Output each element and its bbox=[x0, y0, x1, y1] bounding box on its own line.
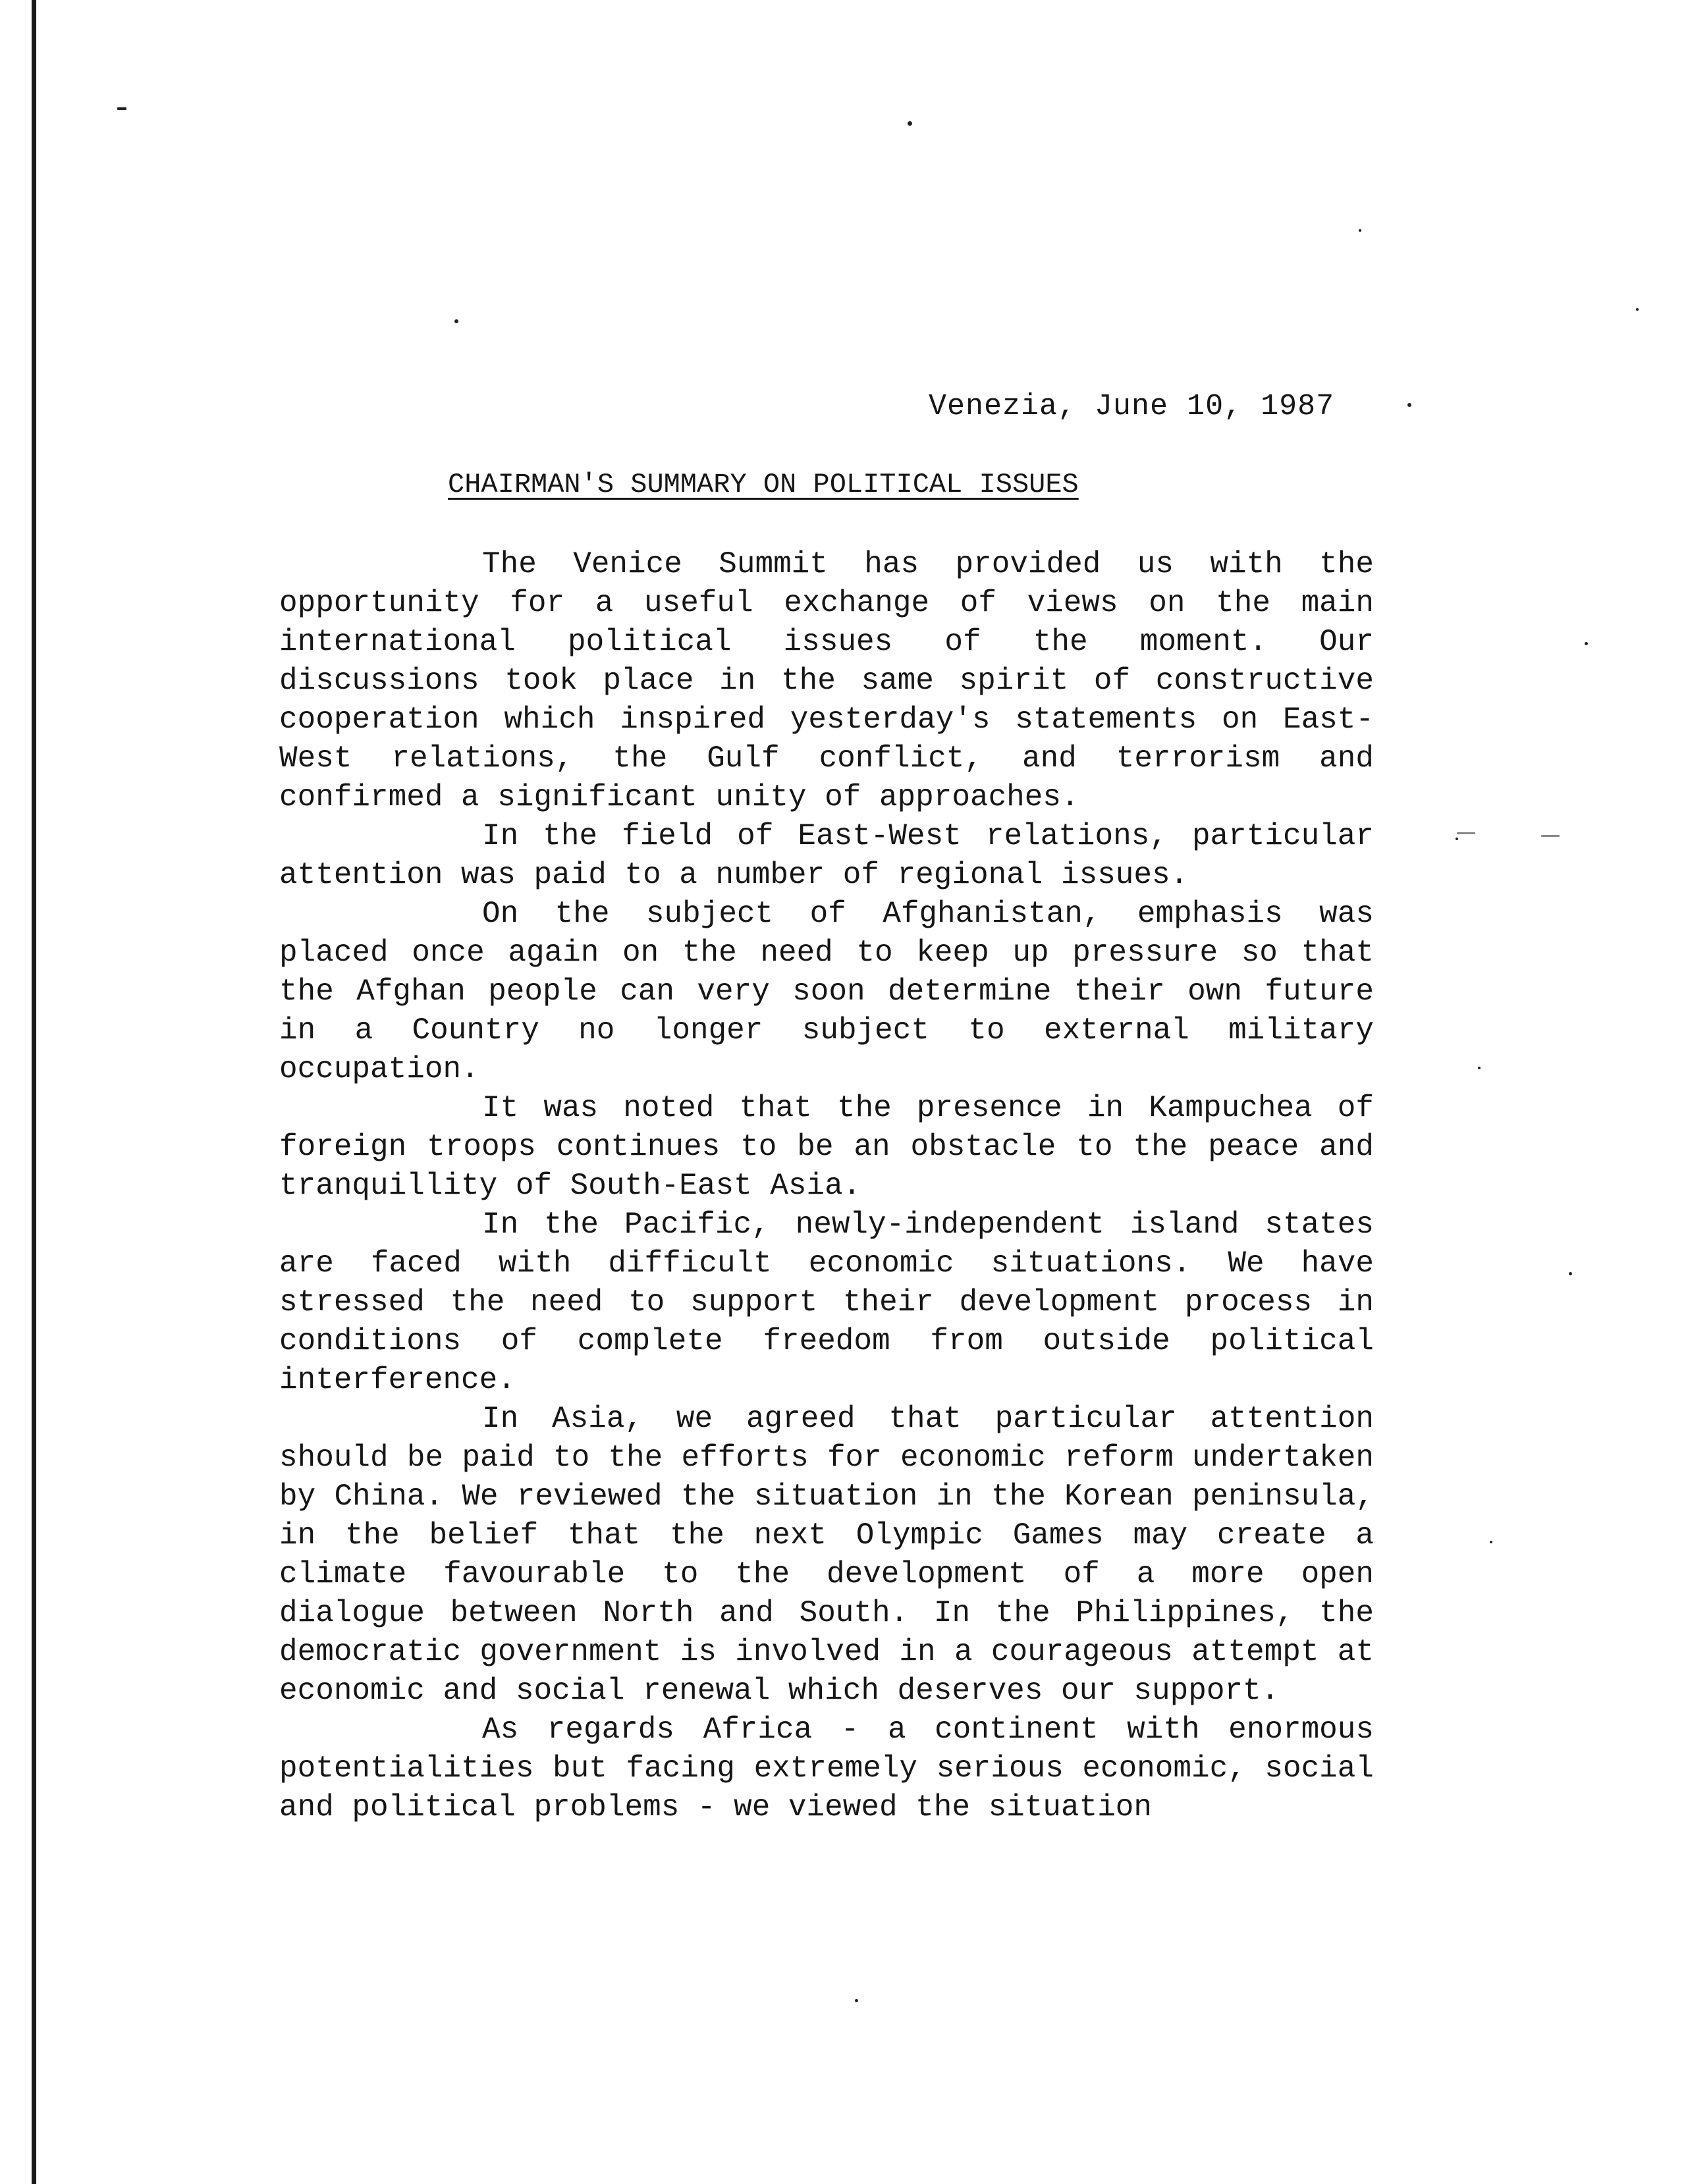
paragraph-afghanistan: On the subject of Afghanistan, emphasis was placed once again on the need to keep up pressure so that the Afghan people can very soon determine their own future in a Country no longer subject to external military occupation. bbox=[279, 897, 1374, 1086]
scan-speck bbox=[1636, 308, 1639, 311]
paragraph-intro: The Venice Summit has provided us with the opportunity for a useful exchange of views on the main international political issues of the moment. Our discussions took place in the same spirit of constructive cooperation which inspired yesterday's statements on East-West relations, the Gulf conflict, and terrorism and confirmed a significant unity of approaches. bbox=[279, 547, 1374, 814]
scan-speck bbox=[1478, 1067, 1481, 1069]
document-body bbox=[279, 545, 1374, 1827]
scan-speck bbox=[1359, 229, 1361, 232]
scan-speck bbox=[1569, 1272, 1572, 1275]
paragraph-east-west: In the field of East-West relations, particular attention was paid to a number of regional issues. bbox=[279, 819, 1374, 892]
date-line: Venezia, June 10, 1987 bbox=[929, 390, 1335, 423]
document-title: CHAIRMAN'S SUMMARY ON POLITICAL ISSUES bbox=[448, 469, 1079, 500]
scan-speck bbox=[1407, 403, 1411, 407]
scan-speck bbox=[855, 1999, 858, 2002]
scan-speck bbox=[1456, 838, 1458, 840]
scan-speck bbox=[454, 319, 458, 323]
paragraph-pacific: In the Pacific, newly-independent island states are faced with difficult economic situations. We have stressed the need to support their development process in conditions of complete freedom from outside political interference. bbox=[279, 1208, 1374, 1397]
paragraph-asia: In Asia, we agreed that particular attention should be paid to the efforts for economic reform undertaken by China. We reviewed the situation in the Korean peninsula, in the belief that the next Olympic Games may create a climate favourable to the development of a more open dialogue between North and South. In the Philippines, the democratic government is involved in a courageous attempt at economic and social renewal which deserves our support. bbox=[279, 1402, 1374, 1708]
paragraph-kampuchea: It was noted that the presence in Kampuchea of foreign troops continues to be an obstacle to the peace and tranquillity of South-East Asia. bbox=[279, 1091, 1374, 1203]
scan-speck bbox=[1490, 1541, 1492, 1543]
scan-speck bbox=[1585, 642, 1588, 645]
scan-speck bbox=[1541, 835, 1560, 837]
left-margin-rule bbox=[32, 0, 36, 2184]
scan-speck bbox=[908, 121, 912, 126]
scan-speck bbox=[117, 107, 126, 110]
scan-speck bbox=[1457, 832, 1475, 834]
paragraph-africa: As regards Africa - a continent with enormous potentialities but facing extremely serious economic, social and political problems - we viewed the situation bbox=[279, 1713, 1374, 1824]
